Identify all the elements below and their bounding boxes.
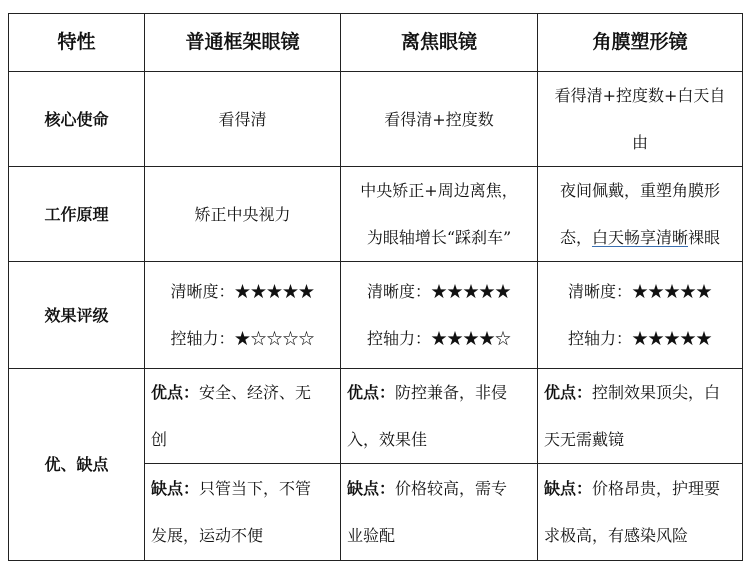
- cons-label: 缺点：: [347, 479, 396, 498]
- row-mission: [9, 72, 743, 167]
- principle-ortho-underlined: 白天畅享清晰: [591, 228, 688, 247]
- pros-label: 优点：: [151, 383, 200, 402]
- principle-defocus: [341, 167, 538, 262]
- rating-defocus-axis: 控轴力：★★★★☆: [366, 329, 511, 348]
- pros-label: 优点：: [544, 383, 593, 402]
- row-label-mission: 核心使命: [9, 72, 145, 167]
- cons-defocus-text-b: 业验配: [347, 526, 396, 545]
- rating-ortho-clarity: 清晰度：★★★★★: [567, 282, 712, 301]
- cons-defocus-text-a: 价格较高，需专: [395, 479, 508, 498]
- rating-defocus: [341, 262, 538, 369]
- principle-ortho: [538, 167, 743, 262]
- pros-defocus-line1: [347, 369, 531, 416]
- principle-defocus-line1: 中央矫正+周边离焦，: [360, 181, 518, 200]
- pros-ortho-line1: [544, 369, 736, 416]
- row-pros: [9, 369, 743, 464]
- cons-ortho-line1: [544, 465, 736, 512]
- header-feature: 特性: [9, 14, 145, 72]
- mission-ortho: [538, 72, 743, 167]
- row-label-proscons: 优、缺点: [9, 369, 145, 561]
- header-row: [9, 14, 743, 72]
- mission-frame: 看得清: [145, 72, 341, 167]
- principle-frame: 矫正中央视力: [145, 167, 341, 262]
- pros-label: 优点：: [347, 383, 396, 402]
- rating-ortho: [538, 262, 743, 369]
- cons-frame-text-b: 发展，运动不便: [151, 526, 264, 545]
- pros-frame-line1: [151, 369, 334, 416]
- principle-defocus-line2: 为眼轴增长“踩刹车”: [366, 228, 512, 247]
- pros-ortho-text-a: 控制效果顶尖，白: [592, 383, 721, 402]
- row-label-principle: 工作原理: [9, 167, 145, 262]
- row-label-rating: 效果评级: [9, 262, 145, 369]
- cons-frame-text-a: 只管当下，不管: [199, 479, 312, 498]
- pros-frame-text-a: 安全、经济、无: [199, 383, 312, 402]
- row-principle: [9, 167, 743, 262]
- principle-ortho-post: 裸眼: [688, 228, 721, 247]
- rating-frame-clarity: 清晰度：★★★★★: [170, 282, 315, 301]
- rating-frame-axis: 控轴力：★☆☆☆☆: [170, 329, 315, 348]
- cons-defocus-line1: [347, 465, 531, 512]
- rating-defocus-clarity: 清晰度：★★★★★: [366, 282, 511, 301]
- comparison-table: [8, 13, 743, 561]
- cons-ortho-text-b: 求极高，有感染风险: [544, 526, 689, 545]
- pros-ortho: [538, 369, 743, 464]
- cons-frame: [145, 464, 341, 561]
- header-ortho-k: 角膜塑形镜: [538, 14, 743, 72]
- pros-frame-text-b: 创: [151, 430, 168, 449]
- cons-label: 缺点：: [151, 479, 200, 498]
- pros-defocus-text-b: 入，效果佳: [347, 430, 428, 449]
- principle-ortho-line1: 夜间佩戴，重塑角膜形: [559, 181, 720, 200]
- pros-defocus: [341, 369, 538, 464]
- cons-ortho-text-a: 价格昂贵，护理要: [592, 479, 721, 498]
- cons-defocus: [341, 464, 538, 561]
- rating-frame: [145, 262, 341, 369]
- mission-ortho-line1: 看得清+控度数+白天自: [554, 86, 726, 105]
- principle-ortho-line2: [544, 214, 736, 261]
- cons-frame-line1: [151, 465, 334, 512]
- mission-ortho-line2: 由: [631, 133, 648, 152]
- header-defocus-glasses: 离焦眼镜: [341, 14, 538, 72]
- principle-ortho-pre: 态，: [559, 228, 592, 247]
- pros-frame: [145, 369, 341, 464]
- pros-defocus-text-a: 防控兼备，非侵: [395, 383, 508, 402]
- mission-defocus: 看得清+控度数: [341, 72, 538, 167]
- row-rating: [9, 262, 743, 369]
- cons-ortho: [538, 464, 743, 561]
- header-frame-glasses: 普通框架眼镜: [145, 14, 341, 72]
- pros-ortho-text-b: 天无需戴镜: [544, 430, 625, 449]
- rating-ortho-axis: 控轴力：★★★★★: [567, 329, 712, 348]
- cons-label: 缺点：: [544, 479, 593, 498]
